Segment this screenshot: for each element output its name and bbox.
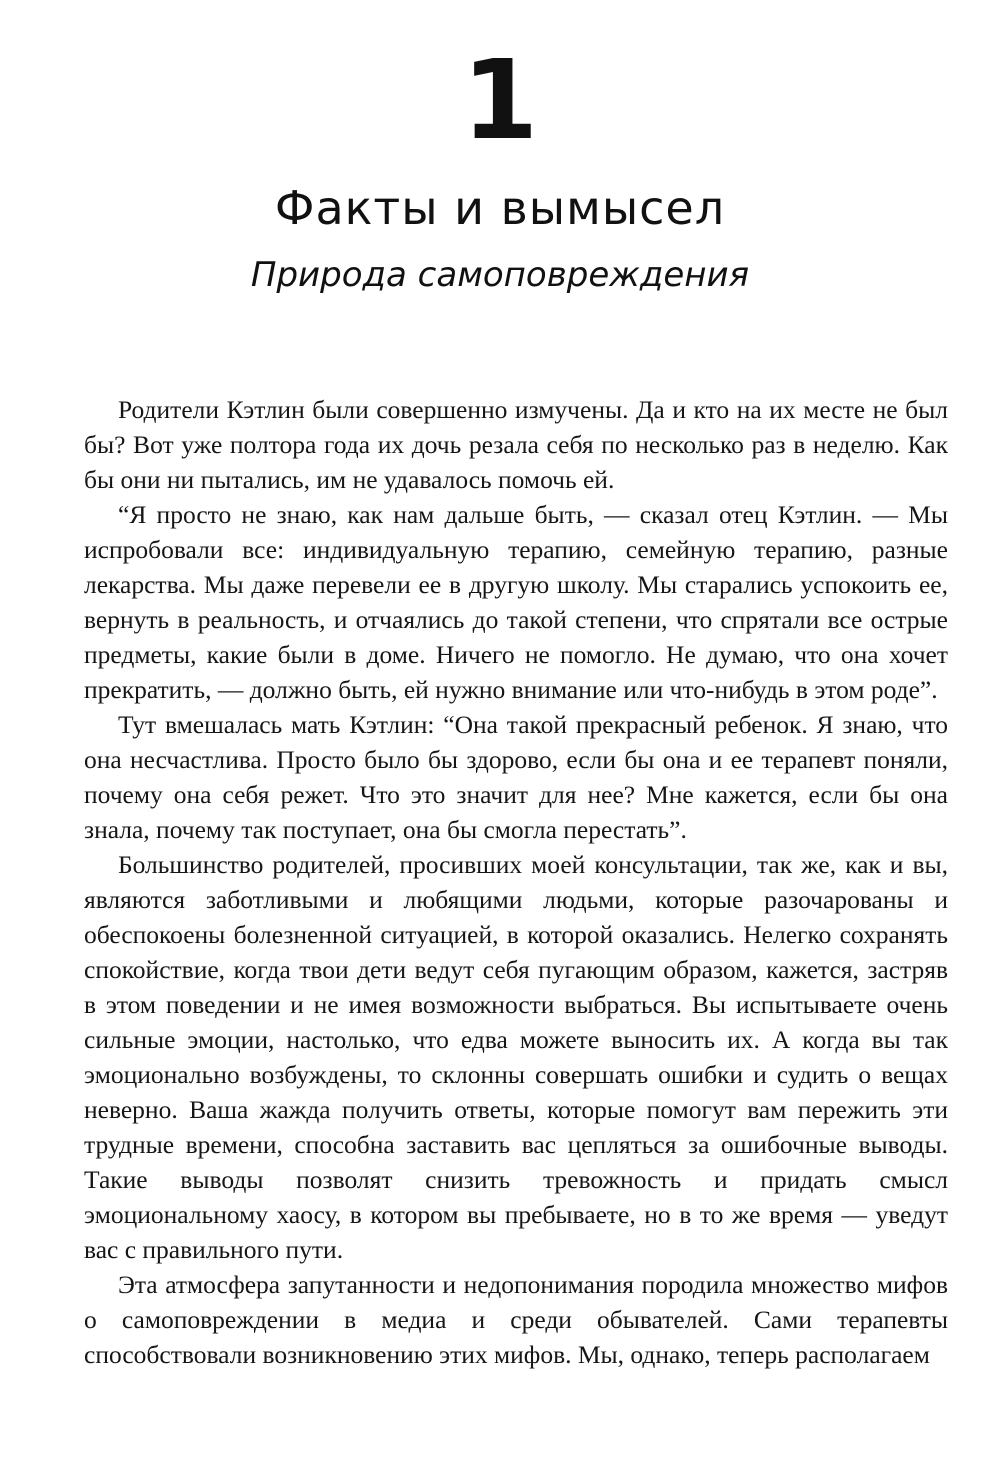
chapter-subtitle: Природа самоповреждения (250, 255, 750, 295)
chapter-number: 1 (461, 36, 539, 164)
body-text (84, 392, 948, 1372)
chapter-title: Факты и вымысел (274, 181, 726, 235)
paragraph: Эта атмосфера запутанности и недопонимания породила множество мифов о самоповреждении в медиа и среди обывателей. Сами терапевты способствовали возникновению этих мифов. Мы, однако, теперь располагаем (84, 1270, 948, 1369)
paragraph: Большинство родителей, просивших моей консультации, так же, как и вы, являются заботливыми и любящими людьми, которые разочарованы и обеспокоены болезненной ситуацией, в которой оказались. Нелегко сохранять спокойствие, когда твои дети ведут себя пугающим образом, кажется, застряв в этом поведении и не имея возможности выбраться. Вы испытываете очень сильные эмоции, настолько, что едва можете выносить их. А когда вы так эмоционально возбуждены, то склонны совершать ошибки и судить о вещах неверно. Ваша жажда получить ответы, которые помогут вам пережить эти трудные времени, способна заставить вас цепляться за ошибочные выводы. Такие выводы позволят снизить тревожность и придать смысл эмоциональному хаосу, в котором вы пребываете, но в то же время — уведут вас с правильного пути. (84, 850, 948, 1264)
paragraph: “Я просто не знаю, как нам дальше быть, — сказал отец Кэтлин. — Мы испробовали все: индивидуальную терапию, семейную терапию, разные лекарства. Мы даже перевели ее в другую школу. Мы старались успокоить ее, вернуть в реальность, и отчаялись до такой степени, что спрятали все острые предметы, какие были в доме. Ничего не помогло. Не думаю, что она хочет прекратить, — должно быть, ей нужно внимание или что-нибудь в этом роде”. (84, 500, 948, 704)
paragraph: Родители Кэтлин были совершенно измучены. Да и кто на их месте не был бы? Вот уже полтора года их дочь резала себя по несколько раз в неделю. Как бы они ни пытались, им не удавалось помочь ей. (84, 395, 948, 494)
paragraph: Тут вмешалась мать Кэтлин: “Она такой прекрасный ребенок. Я знаю, что она несчастлива. Просто было бы здорово, если бы она и ее терапевт поняли, почему она себя режет. Что это значит для нее? Мне кажется, если бы она знала, почему так поступает, она бы смогла перестать”. (84, 710, 948, 844)
